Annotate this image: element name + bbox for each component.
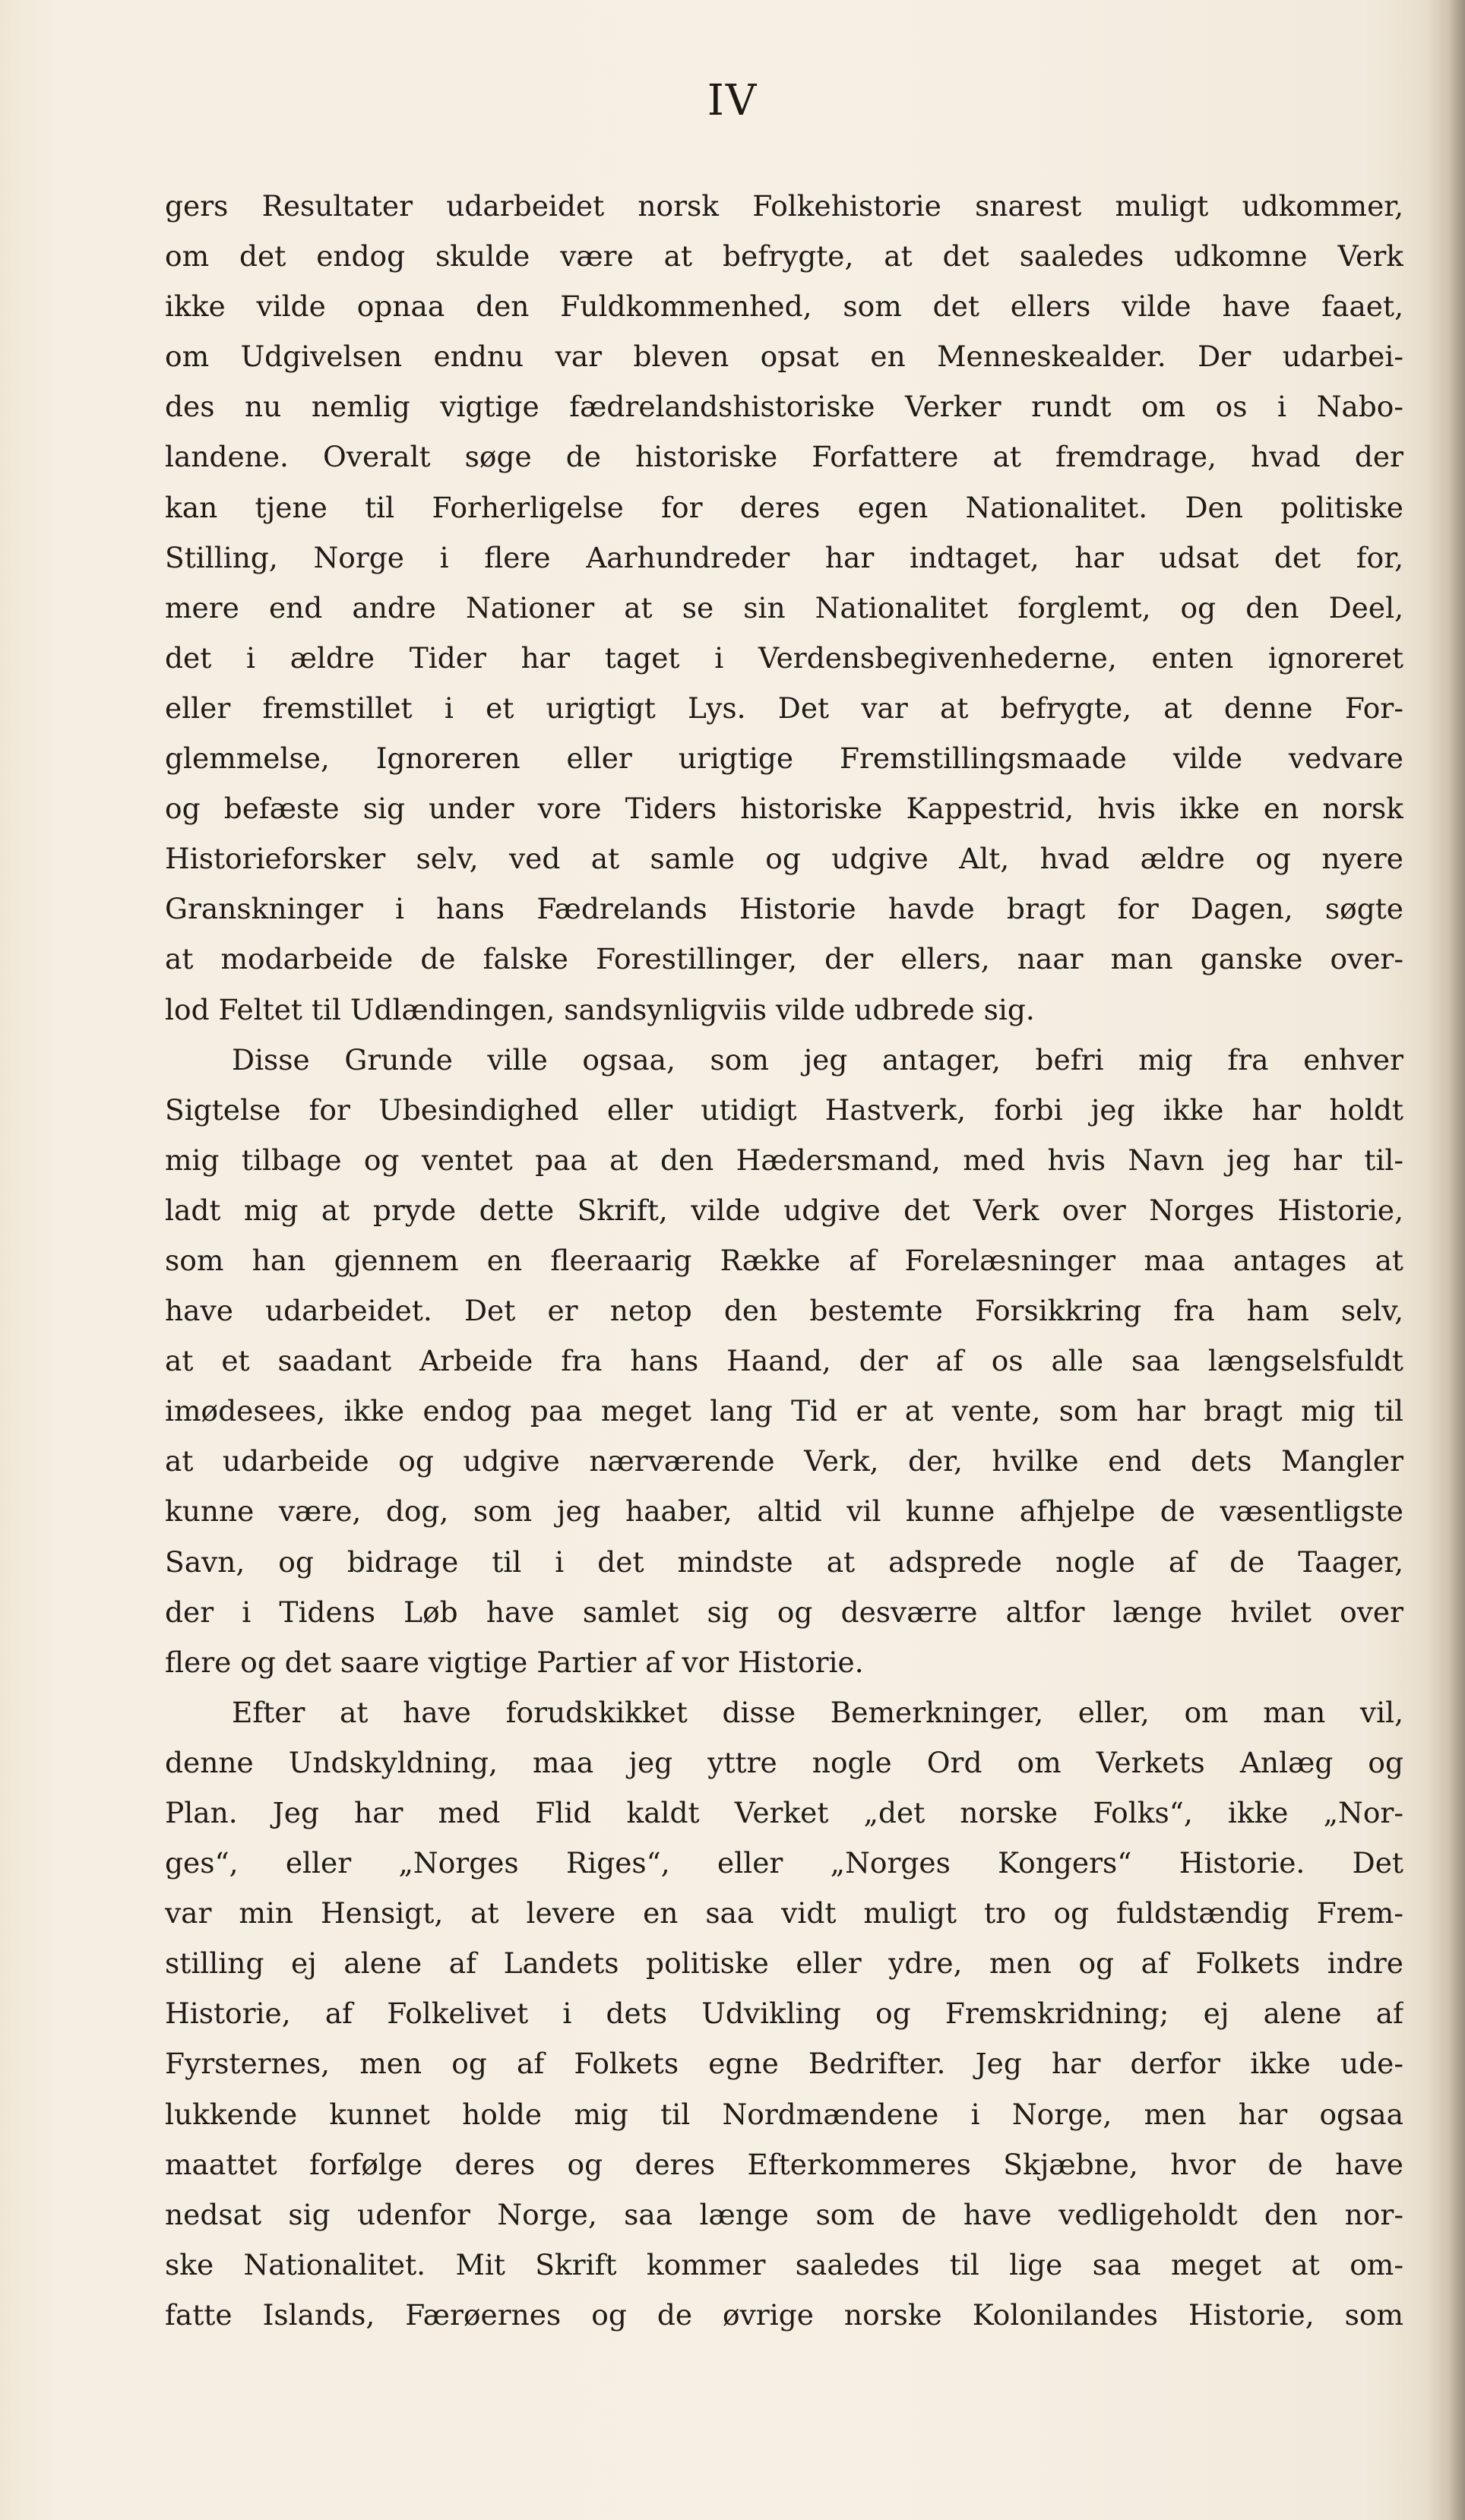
body-text: [165, 181, 1403, 2340]
text-line: landene. Overalt søge de historiske Forfattere at fremdrage, hvad der: [165, 440, 1403, 474]
text-line: ske Nationalitet. Mit Skrift kommer saaledes til lige saa meget at om-: [165, 2247, 1403, 2281]
text-line: denne Undskyldning, maa jeg yttre nogle Ord om Verkets Anlæg og: [165, 1745, 1403, 1779]
text-line: kan tjene til Forherligelse for deres egen Nationalitet. Den politiske: [165, 490, 1403, 524]
text-line: lukkende kunnet holde mig til Nordmændene i Norge, men har ogsaa: [165, 2097, 1403, 2131]
paragraph-last-line: lod Feltet til Udlændingen, sandsynligviis vilde udbrede sig.: [165, 992, 1035, 1026]
text-line: ladt mig at pryde dette Skrift, vilde udgive det Verk over Norges Historie,: [165, 1193, 1403, 1227]
text-line: Historieforsker selv, ved at samle og udgive Alt, hvad ældre og nyere: [165, 842, 1403, 876]
text-line: ikke vilde opnaa den Fuldkommenhed, som det ellers vilde have faaet,: [165, 289, 1403, 324]
text-line: der i Tidens Løb have samlet sig og desværre altfor længe hvilet over: [165, 1595, 1403, 1629]
text-line: eller fremstillet i et urigtigt Lys. Det var at befrygte, at denne For-: [165, 691, 1403, 725]
text-line: at modarbeide de falske Forestillinger, der ellers, naar man ganske over-: [165, 942, 1403, 976]
text-line: kunne være, dog, som jeg haaber, altid vil kunne afhjelpe de væsentligste: [165, 1494, 1403, 1529]
text-line: maattet forfølge deres og deres Efterkommeres Skjæbne, hvor de have: [165, 2147, 1403, 2181]
page-number: IV: [707, 76, 758, 125]
text-line: gers Resultater udarbeidet norsk Folkehistorie snarest muligt udkommer,: [165, 189, 1403, 223]
text-line: glemmelse, Ignoreren eller urigtige Fremstillingsmaade vilde vedvare: [165, 741, 1403, 776]
text-line: mig tilbage og ventet paa at den Hædersmand, med hvis Navn jeg har til-: [165, 1143, 1403, 1177]
page-gutter-shadow: [1427, 0, 1465, 2520]
text-line: Sigtelse for Ubesindighed eller utidigt Hastverk, forbi jeg ikke har holdt: [165, 1092, 1403, 1127]
text-line: Savn, og bidrage til i det mindste at adsprede nogle af de Taager,: [165, 1545, 1403, 1579]
text-line: mere end andre Nationer at se sin Nationalitet forglemt, og den Deel,: [165, 590, 1403, 624]
text-line: have udarbeidet. Det er netop den bestemte Forsikkring fra ham selv,: [165, 1294, 1403, 1328]
text-line: Stilling, Norge i flere Aarhundreder har indtaget, har udsat det for,: [165, 540, 1403, 574]
paragraph-first-line: Disse Grunde ville ogsaa, som jeg antager, befri mig fra enhver: [232, 1042, 1403, 1077]
text-line: Fyrsternes, men og af Folkets egne Bedrifter. Jeg har derfor ikke ude-: [165, 2047, 1403, 2081]
text-line: om Udgivelsen endnu var bleven opsat en Menneskealder. Der udarbei-: [165, 340, 1403, 374]
text-line: at udarbeide og udgive nærværende Verk, der, hvilke end dets Mangler: [165, 1444, 1403, 1478]
paragraph-first-line: Efter at have forudskikket disse Bemerkninger, eller, om man vil,: [232, 1695, 1403, 1729]
text-line: nedsat sig udenfor Norge, saa længe som de have vedligeholdt den nor-: [165, 2197, 1403, 2231]
text-line: Plan. Jeg har med Flid kaldt Verket „det norske Folks“, ikke „Nor-: [165, 1796, 1403, 1829]
text-line: fatte Islands, Færøernes og de øvrige norske Kolonilandes Historie, som: [165, 2297, 1403, 2332]
text-line: og befæste sig under vore Tiders historiske Kappestrid, hvis ikke en norsk: [165, 792, 1403, 826]
text-line: imødesees, ikke endog paa meget lang Tid er at vente, som har bragt mig til: [165, 1394, 1403, 1428]
text-line: des nu nemlig vigtige fædrelandshistoriske Verker rundt om os i Nabo-: [165, 390, 1403, 424]
text-line: Granskninger i hans Fædrelands Historie havde bragt for Dagen, søgte: [165, 892, 1403, 926]
text-line: stilling ej alene af Landets politiske eller ydre, men og af Folkets indre: [165, 1946, 1403, 1981]
text-line: det i ældre Tider har taget i Verdensbegivenhederne, enten ignoreret: [165, 640, 1403, 675]
text-line: at et saadant Arbeide fra hans Haand, der af os alle saa længselsfuldt: [165, 1344, 1403, 1378]
paragraph-last-line: flere og det saare vigtige Partier af vor Historie.: [165, 1645, 864, 1679]
text-line: som han gjennem en fleeraarig Række af Forelæsninger maa antages at: [165, 1243, 1403, 1277]
text-line: ges“, eller „Norges Riges“, eller „Norges Kongers“ Historie. Det: [165, 1846, 1403, 1880]
text-line: om det endog skulde være at befrygte, at det saaledes udkomne Verk: [165, 239, 1403, 274]
text-line: Historie, af Folkelivet i dets Udvikling og Fremskridning; ej alene af: [165, 1997, 1403, 2031]
text-line: var min Hensigt, at levere en saa vidt muligt tro og fuldstændig Frem-: [165, 1896, 1403, 1930]
